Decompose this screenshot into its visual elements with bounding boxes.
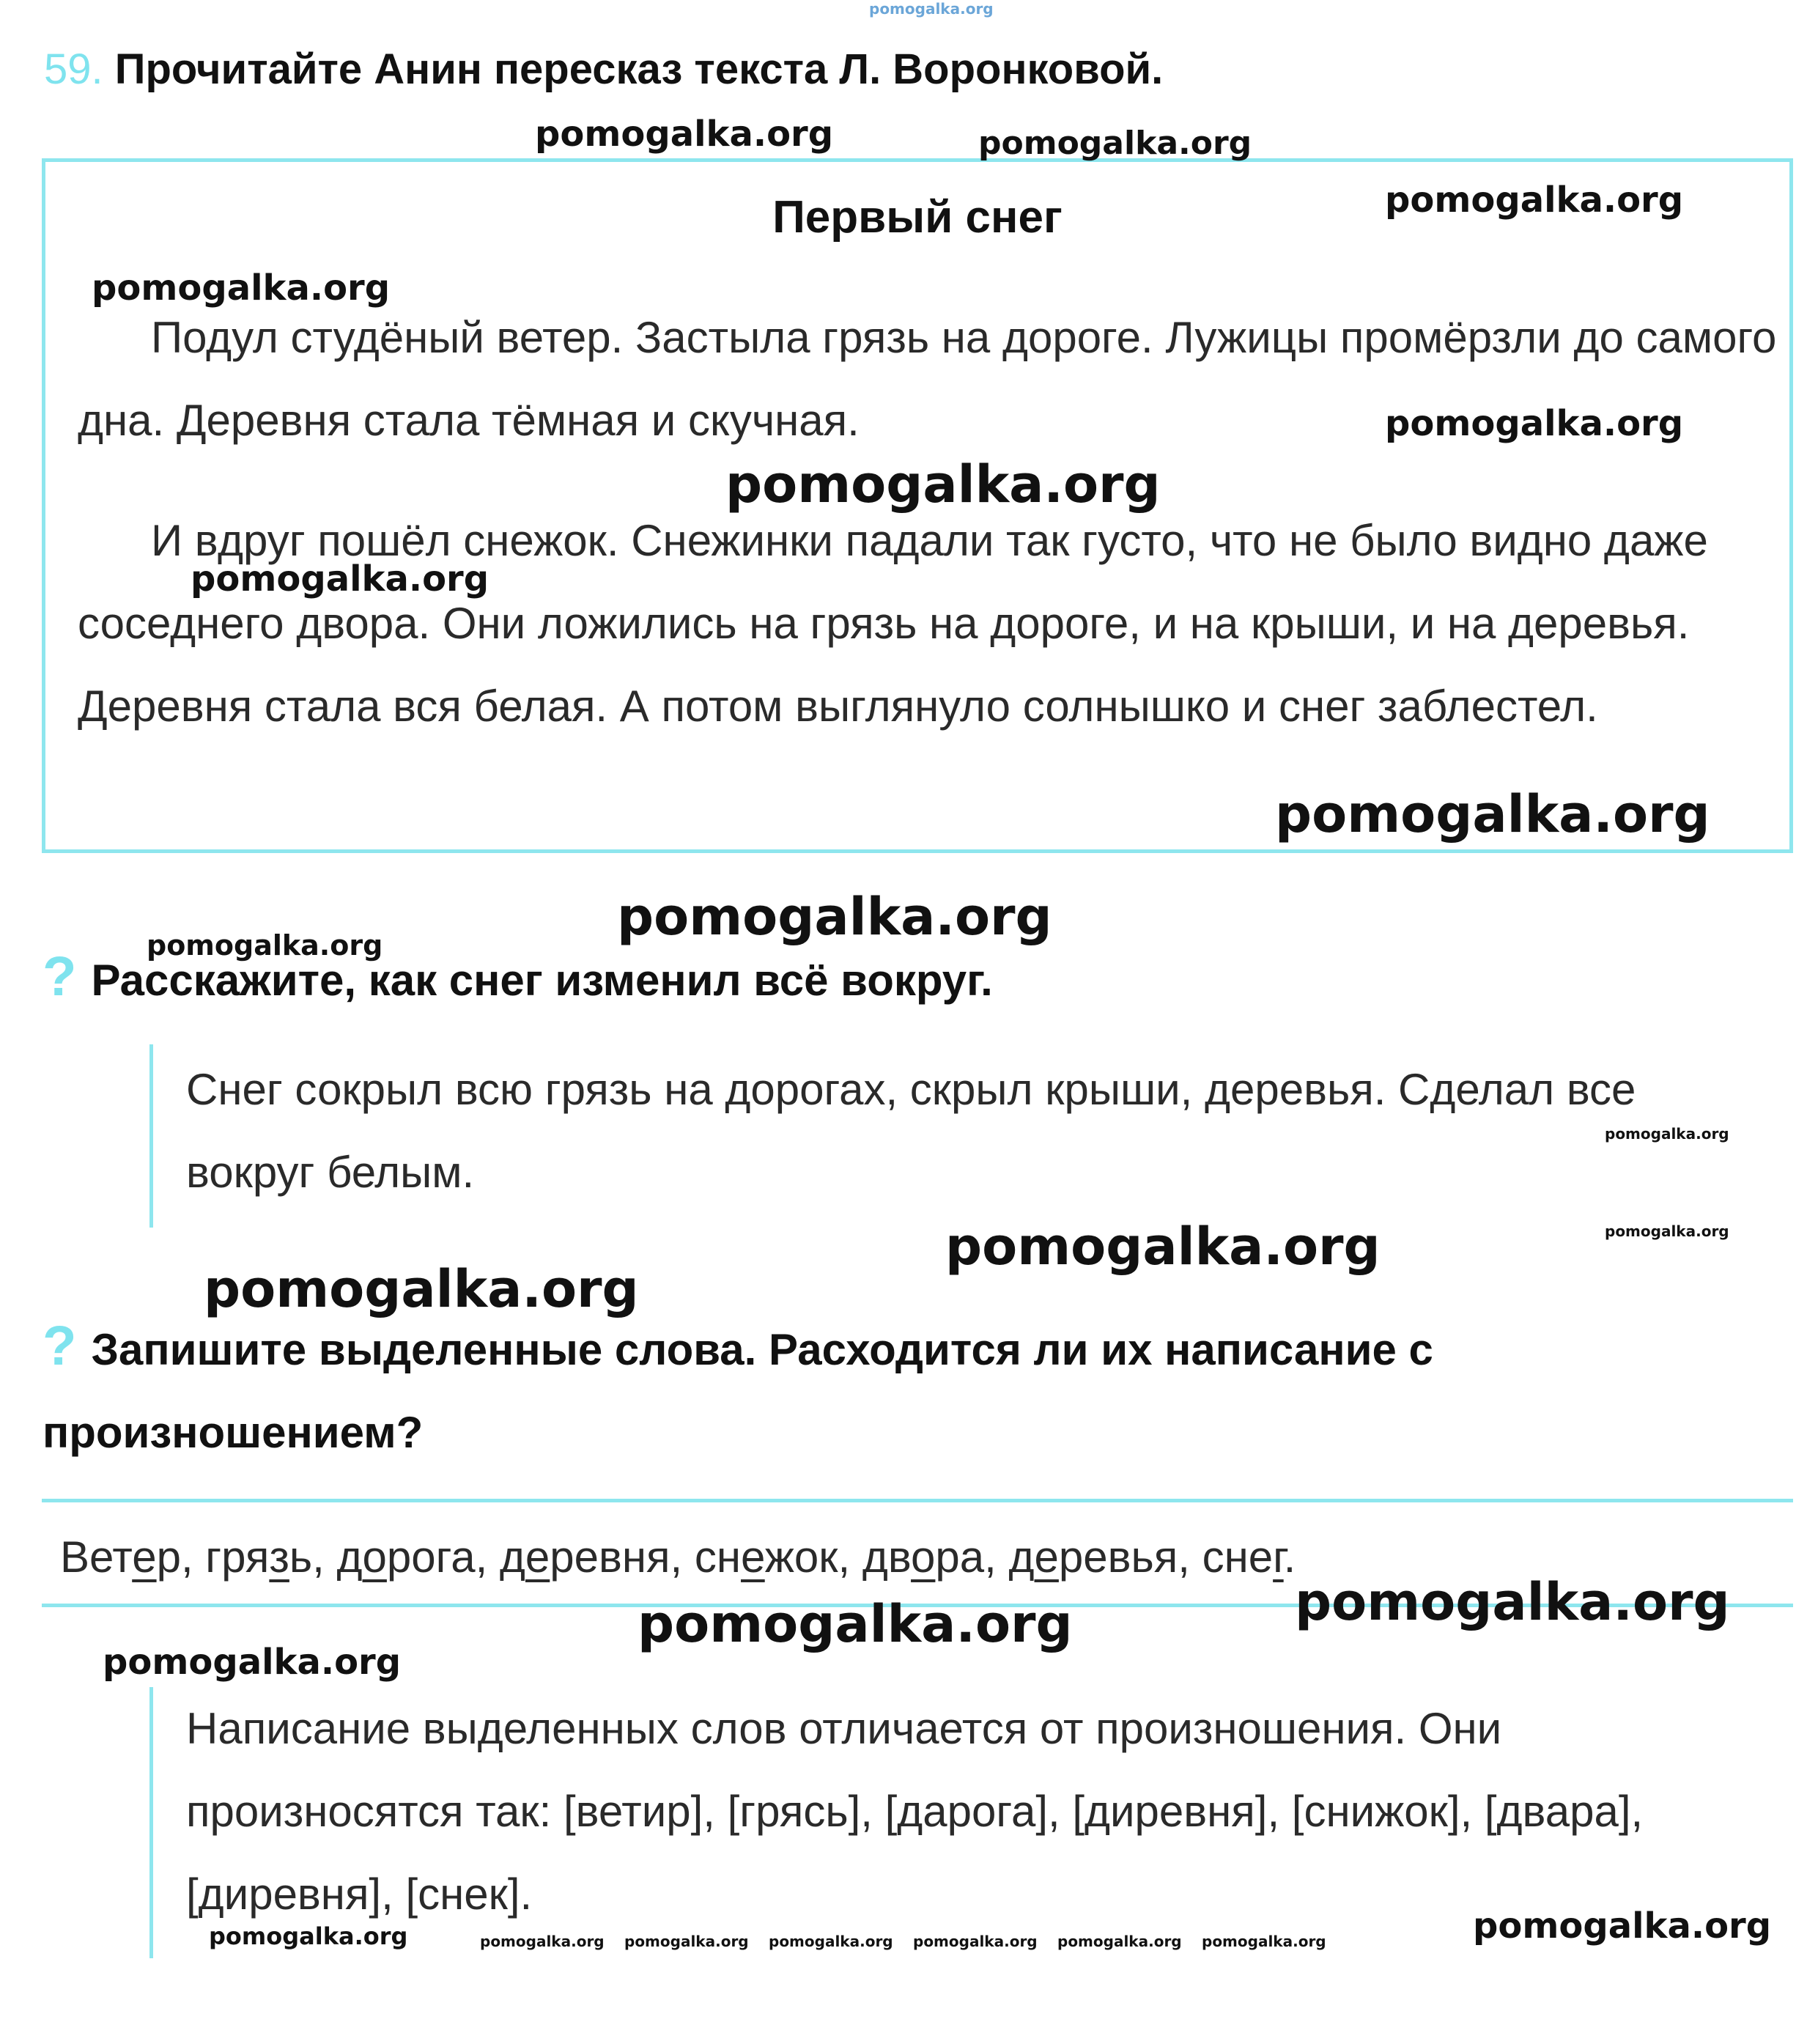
question-mark-icon: ? [43,945,77,1008]
highlighted-word: деревня, [499,1532,695,1582]
question-mark-icon: ? [43,1315,77,1377]
watermark: pomogalka.org [725,454,1161,514]
watermark: pomogalka.org [209,1922,408,1950]
watermark: pomogalka.org [638,1594,1073,1654]
highlighted-word: грязь, [205,1532,337,1582]
watermark: pomogalka.org [769,1933,893,1950]
watermark: pomogalka.org [103,1642,402,1683]
answer-1-block [149,1044,1769,1228]
watermark: pomogalka.org [480,1933,605,1950]
task-title: Прочитайте Анин пересказ текста Л. Воронковой. [114,45,1164,93]
highlighted-word: дорога, [336,1532,500,1582]
underlined-letter: о [362,1532,387,1582]
question-2 [43,1305,1618,1474]
task-heading [44,44,1163,95]
watermark: pomogalka.org [1275,784,1710,844]
watermark: pomogalka.org [535,114,834,155]
watermark: pomogalka.org [1202,1933,1326,1950]
watermark: pomogalka.org [617,887,1052,947]
underlined-letter: е [1034,1532,1059,1582]
underlined-letter: е [741,1532,765,1582]
answer-1-text: Снег сокрыл всю грязь на дорогах, скрыл крыши, деревья. Сделал все вокруг белым. [186,1065,1636,1197]
watermark: pomogalka.org [1473,1905,1772,1947]
highlighted-word: снежок, [694,1532,862,1582]
divider-top [42,1499,1793,1502]
watermark: pomogalka.org [978,125,1252,162]
watermark: pomogalka.org [191,558,489,599]
watermark: pomogalka.org [204,1259,639,1319]
watermark: pomogalka.org [147,929,383,962]
task-number: 59. [44,45,103,93]
highlighted-word: деревья, [1008,1532,1202,1582]
question-2-text: Запишите выделенные слова. Расходится ли их написание с произношением? [43,1325,1433,1457]
highlighted-words-line [60,1521,1296,1594]
underlined-letter: е [132,1532,157,1582]
watermark: pomogalka.org [869,0,994,18]
answer-2-text: Написание выделенных слов отличается от произношения. Они произносятся так: [ветир], [грясь], [дарога], [диревня], [снижок], [двара], [диревня], [снек]. [186,1704,1644,1919]
story-paragraph-1: Подул студёный ветер. Застыла грязь на дороге. Лужицы промёрзли до самого дна. Деревня стала тёмная и скучная. [78,313,1777,445]
underlined-letter: г [1273,1532,1284,1582]
underlined-letter: о [911,1532,936,1582]
underlined-letter: з [269,1532,289,1582]
watermark: pomogalka.org [624,1933,749,1950]
watermark: pomogalka.org [1057,1933,1182,1950]
story-paragraph-2: И вдруг пошёл снежок. Снежинки падали так густо, что не было видно даже соседнего двора. Они ложились на грязь на дороге, и на крыши, и на деревья. Деревня стала вся белая. А потом выглянуло солнышко и снег заблестел. [78,516,1708,731]
highlighted-word: двора, [862,1532,1009,1582]
watermark: pomogalka.org [1385,403,1684,444]
question-1-text: Расскажите, как снег изменил всё вокруг. [91,956,993,1005]
watermark: pomogalka.org [92,268,391,309]
watermark: pomogalka.org [1385,180,1684,221]
watermark: pomogalka.org [1605,1222,1729,1240]
underlined-letter: е [525,1532,550,1582]
highlighted-word: снег. [1202,1532,1296,1582]
highlighted-word: Ветер, [60,1532,206,1582]
watermark: pomogalka.org [945,1217,1381,1277]
watermark: pomogalka.org [1605,1125,1729,1143]
story-title: Первый снег [772,192,1063,243]
watermark: pomogalka.org [1295,1572,1730,1632]
watermark: pomogalka.org [913,1933,1038,1950]
